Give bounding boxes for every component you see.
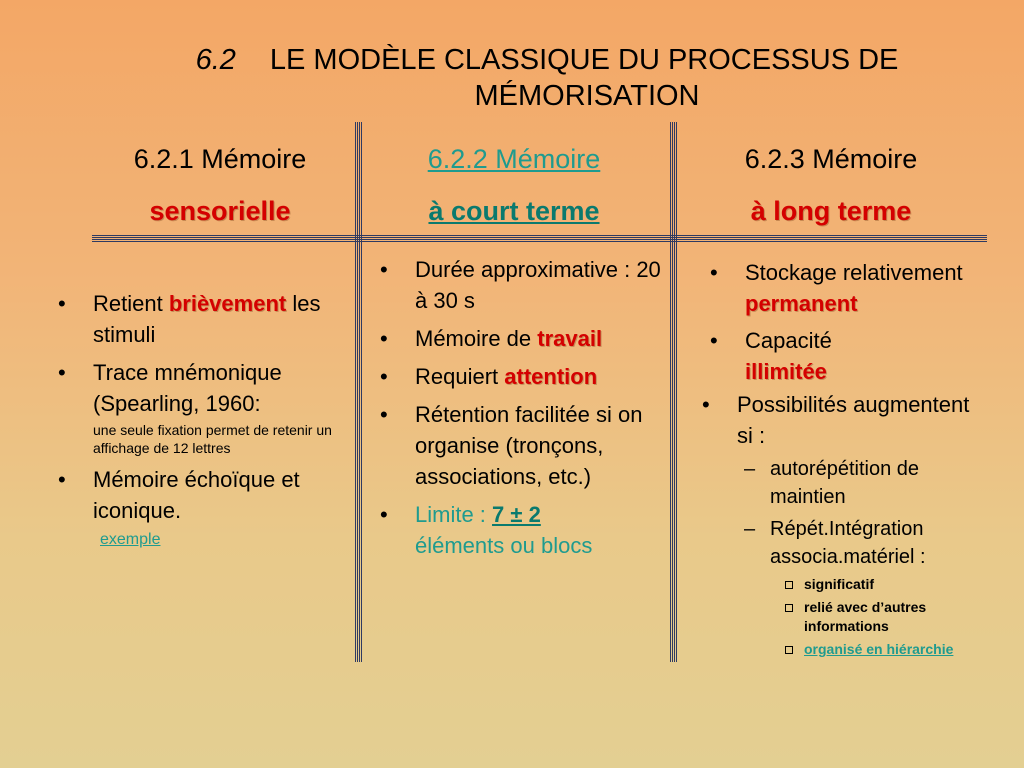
- text: Durée approximative : 20 à 30 s: [415, 257, 661, 313]
- title-line2: MÉMORISATION: [474, 80, 700, 112]
- square-bullet: [785, 646, 793, 654]
- col-header-short-term: [368, 133, 660, 237]
- sub-sub-list-item: [782, 598, 972, 636]
- highlight-text: permanent: [745, 291, 858, 316]
- text: Requiert: [415, 364, 505, 389]
- bullet: •: [380, 364, 388, 389]
- text: Capacité: [745, 328, 832, 353]
- text: Mémoire de: [415, 326, 538, 351]
- bullet: •: [58, 467, 66, 492]
- list-item: [380, 361, 662, 392]
- text: éléments ou blocs: [415, 533, 593, 558]
- list-item: [58, 288, 350, 350]
- list-item: [710, 257, 990, 319]
- text: Mémoire échoïque et iconique.: [93, 467, 300, 523]
- list-item: [58, 357, 350, 457]
- bullet: •: [380, 502, 388, 527]
- col-heading-sensory: 6.2.1 Mémoire: [133, 144, 307, 174]
- title-number: 6.2: [195, 44, 236, 76]
- highlight-text: travail: [537, 326, 603, 351]
- col-body-long-term: [702, 257, 990, 663]
- note-text: une seule fixation permet de retenir un affichage de 12 lettres: [93, 422, 332, 456]
- highlight-text: illimitée: [745, 359, 827, 384]
- title-line1: LE MODÈLE CLASSIQUE DU PROCESSUS DE: [269, 44, 899, 76]
- text: Répét.Intégration associa.matériel :: [770, 518, 926, 568]
- column-separator-left: [355, 122, 362, 662]
- highlight-text: brièvement: [168, 291, 287, 316]
- list-item: [380, 323, 662, 354]
- col-subheading-short-term[interactable]: à court terme: [428, 196, 600, 226]
- bullet: •: [380, 326, 388, 351]
- bullet: •: [702, 392, 710, 417]
- bullet: •: [380, 402, 388, 427]
- bullet: •: [380, 257, 388, 282]
- list-item: [710, 325, 990, 387]
- sub-sub-list-item: [782, 575, 972, 594]
- square-bullet: [785, 604, 793, 612]
- col-subheading-long-term: à long terme: [750, 196, 912, 226]
- highlight-text: attention: [504, 364, 598, 389]
- text: Stockage relativement: [745, 260, 963, 285]
- text: les stimuli: [93, 291, 321, 347]
- col-heading-short-term[interactable]: 6.2.2 Mémoire: [427, 144, 601, 174]
- col-body-sensory: [58, 288, 350, 549]
- text: autorépétition de maintien: [770, 458, 920, 508]
- dash: –: [744, 458, 756, 480]
- bullet: •: [58, 291, 66, 316]
- text: Trace mnémonique (Spearling, 1960:: [93, 360, 282, 416]
- hierarchy-link[interactable]: organisé en hiérarchie: [804, 641, 954, 657]
- col-subheading-sensory: sensorielle: [149, 196, 291, 226]
- text: relié avec d’autres informations: [804, 599, 927, 634]
- list-item: [380, 499, 662, 561]
- bullet: •: [58, 360, 66, 385]
- col-header-sensory: [90, 133, 350, 237]
- sub-list-item: [730, 515, 990, 571]
- dash: –: [744, 518, 756, 540]
- col-header-long-term: [686, 133, 976, 237]
- column-separator-right: [670, 122, 677, 662]
- bullet: •: [710, 260, 718, 285]
- col-body-short-term: [380, 254, 662, 568]
- bullet: •: [710, 328, 718, 353]
- text: significatif: [804, 576, 875, 592]
- text: Rétention facilitée si on organise (tronçons, associations, etc.): [415, 402, 643, 489]
- limit-link[interactable]: 7 ± 2: [492, 502, 541, 527]
- sub-list-item: [730, 455, 990, 511]
- sub-sub-list-item: [782, 640, 972, 659]
- list-item: [380, 399, 662, 492]
- text: Retient: [93, 291, 169, 316]
- text: Limite :: [415, 502, 493, 527]
- square-bullet: [785, 581, 793, 589]
- example-link[interactable]: exemple: [100, 531, 161, 548]
- text: Possibilités augmentent si :: [737, 392, 970, 448]
- list-item: [380, 254, 662, 316]
- list-item: [702, 389, 990, 451]
- list-item: [58, 464, 350, 526]
- slide-title: [0, 42, 1024, 114]
- col-heading-long-term: 6.2.3 Mémoire: [744, 144, 918, 174]
